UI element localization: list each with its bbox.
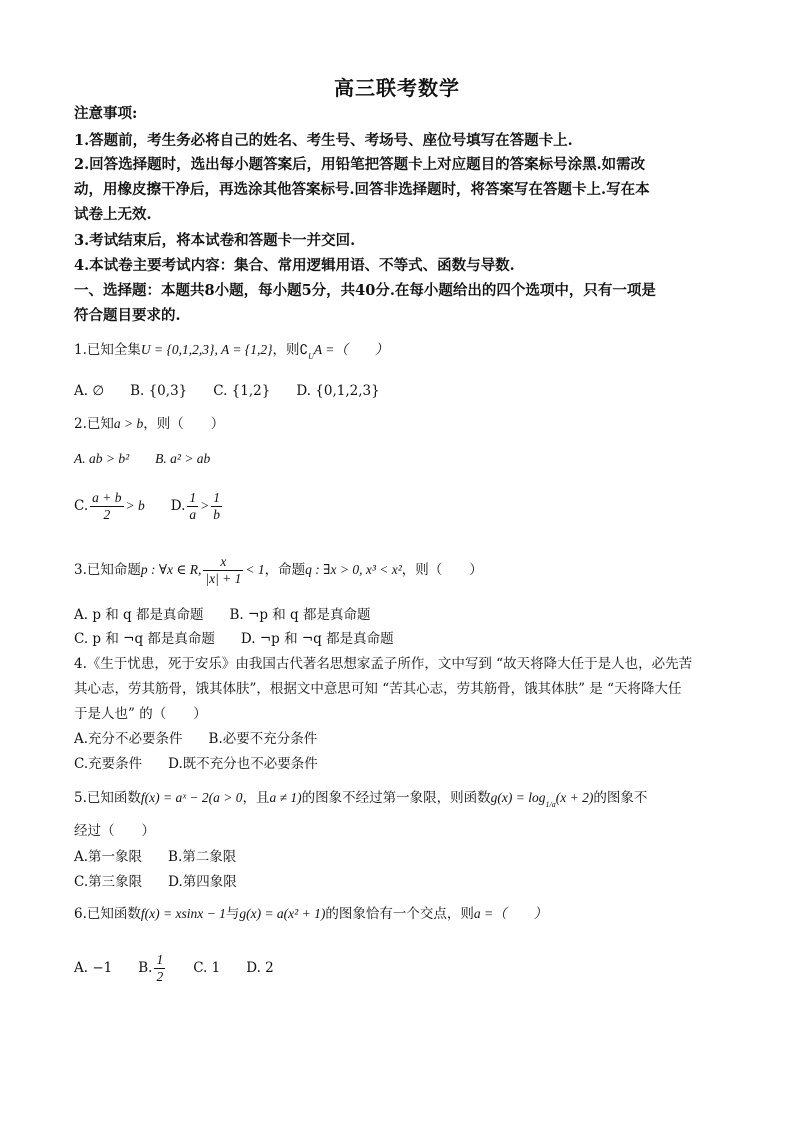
option-c: C.第三象限 <box>74 874 143 890</box>
option-a: A.充分不必要条件 <box>74 731 183 747</box>
option-d: D. {0,1,2,3} <box>296 383 380 399</box>
notice-item-4: 4.本试卷主要考试内容：集合、常用逻辑用语、不等式、函数与导数. <box>74 257 515 274</box>
option-c: C. p 和 ¬q 都是真命题 <box>74 631 215 647</box>
question-4-line-2: 其心志，劳其筋骨，饿其体肤”，根据文中意思可知 “苦其心志，劳其筋骨，饿其体肤” 是 “天将降大任 <box>74 681 682 697</box>
option-b: B.必要不充分条件 <box>208 731 318 747</box>
option-b: B.第二象限 <box>168 849 237 865</box>
page-title: 高三联考数学 <box>334 76 460 100</box>
question-1: 1.已知全集U = {0,1,2,3}, A = {1,2}，则$∁_UA$ =（ ） <box>74 342 389 361</box>
question-6-options <box>74 952 724 985</box>
notice-item-2-cont2: 试卷上无效. <box>74 206 152 223</box>
question-5-options-cd <box>74 872 724 892</box>
question-4-line-3: 于是人也” 的（ ） <box>74 706 207 722</box>
option-b: B. ¬p 和 q 都是真命题 <box>229 607 371 623</box>
question-4-options-cd <box>74 754 724 774</box>
option-b: B. $\frac{1}{2}$ <box>138 952 164 984</box>
notice-item-3: 3.考试结束后，将本试卷和答题卡一并交回. <box>74 232 356 249</box>
option-c: C. {1,2} <box>213 383 271 399</box>
question-3-options-ab <box>74 605 724 625</box>
option-d: D.既不充分也不必要条件 <box>168 756 318 772</box>
notice-item-2: 2.回答选择题时，选出每小题答案后，用铅笔把答题卡上对应题目的答案标号涂黑.如需改 <box>74 156 646 173</box>
option-d: D. ¬p 和 ¬q 都是真命题 <box>240 631 394 647</box>
question-6: 6.已知函数f(x) = xsinx − 1与g(x) = a(x² + 1)的图象恰有一个交点，则a =（ ） <box>74 906 548 922</box>
section-heading-cont: 符合题目要求的. <box>74 307 181 324</box>
notice-item-2-cont: 动，用橡皮擦干净后，再选涂其他答案标号.回答非选择题时，将答案写在答题卡上.写在本 <box>74 181 650 198</box>
notice-item-1: 1.答题前，考生务必将自己的姓名、考生号、考场号、座位号填写在答题卡上. <box>74 132 573 149</box>
option-c: C. 1 <box>193 960 221 976</box>
option-b: B. a² > ab <box>155 451 211 466</box>
option-a: A.第一象限 <box>74 849 143 865</box>
option-a: A. ∅ <box>74 383 105 399</box>
question-5-cont: 经过（ ） <box>74 823 155 839</box>
option-d: D.第四象限 <box>168 874 237 890</box>
option-c: C.充要条件 <box>74 756 143 772</box>
option-a: A. −1 <box>74 960 113 976</box>
option-a: A. p 和 q 都是真命题 <box>74 607 204 623</box>
question-5: 5.已知函数f(x) = aˣ − 2(a > 0，且a ≠ 1)的图象不经过第一象限，则函数$g(x) = \log_{1/a}(x + 2)$的图象不 <box>74 790 648 809</box>
option-a: A. ab > b² <box>74 451 130 466</box>
option-d: D. $\frac{1}{a}$ > $\frac{1}{b}$ <box>170 490 221 522</box>
notice-heading: 注意事项: <box>74 105 138 122</box>
question-4-options-ab <box>74 729 724 749</box>
question-2-options-cd <box>74 490 724 523</box>
question-5-options-ab <box>74 847 724 867</box>
question-2: 2.已知a > b，则（ ） <box>74 416 225 432</box>
question-4-line-1: 4.《生于忧患，死于安乐》由我国古代著名思想家孟子所作，文中写到 “故天将降大任于是人也，必先苦 <box>74 656 693 672</box>
option-d: D. 2 <box>246 960 274 976</box>
question-2-options-ab <box>74 449 724 469</box>
option-b: B. {0,3} <box>130 383 188 399</box>
question-3-options-cd <box>74 629 724 649</box>
section-heading: 一、选择题：本题共8小题，每小题5分，共40分.在每小题给出的四个选项中，只有一项是 <box>74 282 656 299</box>
question-1-options <box>74 381 724 401</box>
question-3: 3.已知命题p : ∀x ∈ R, $\frac{x}{|x| + 1}$ < 1，命题q : ∃x > 0, x³ < x²，则（ ） <box>74 554 483 586</box>
option-c: C. $\frac{a + b}{2}$ > b <box>74 490 145 522</box>
